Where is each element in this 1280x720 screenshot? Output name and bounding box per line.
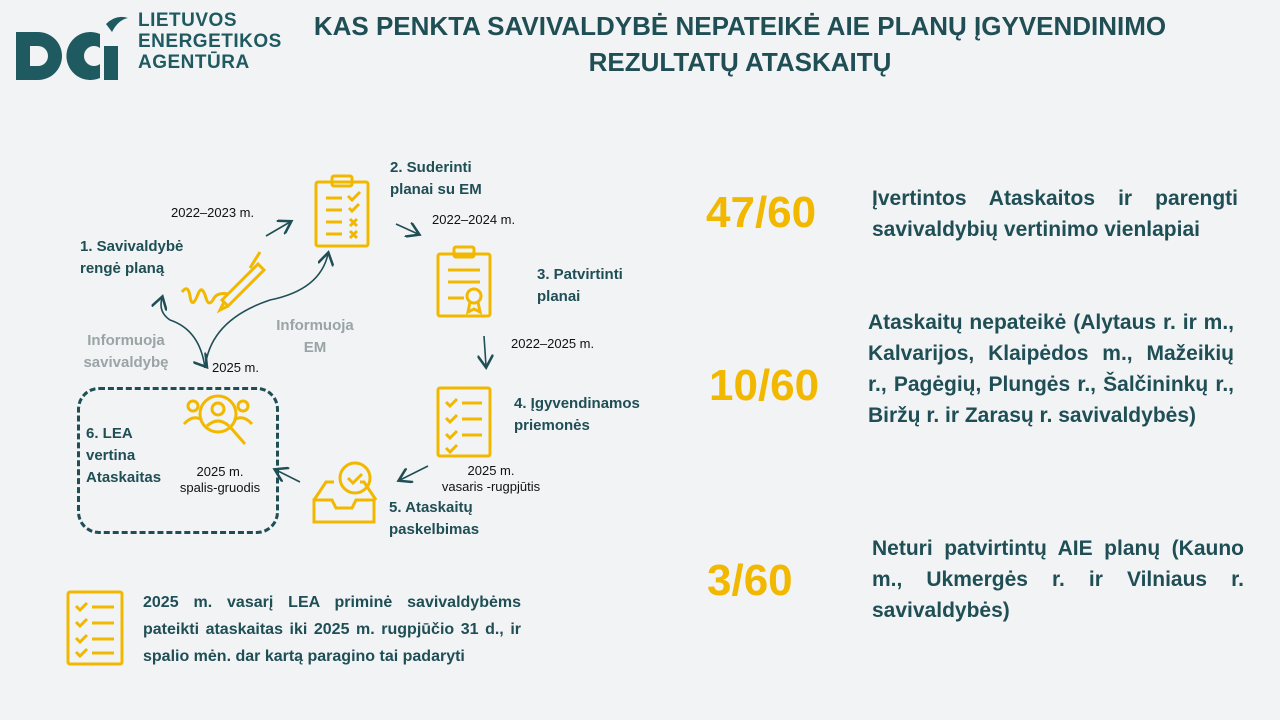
step4-date-line1: 2025 m. [467, 463, 515, 478]
logo-line-1: LIETUVOS [138, 10, 238, 31]
step4-date [436, 463, 546, 495]
stat-not-submitted-value: 10/60 [709, 361, 820, 410]
arrow-5-to-6 [276, 470, 300, 482]
step2-line1: 2. Suderinti [390, 159, 472, 176]
step5-line1: 5. Ataskaitų [389, 499, 473, 516]
inform-em-label [268, 315, 362, 359]
step4-line2: priemonės [514, 417, 590, 434]
arrow-3-to-4 [484, 336, 486, 366]
step6-line1: 6. LEA [86, 425, 133, 442]
stat-assessed-text: Įvertintos Ataskaitos ir parengti savivaldybių vertinimo vienlapiai [872, 187, 1238, 241]
step6-line3: Ataskaitas [86, 469, 162, 486]
step2-line2: planai su EM [390, 181, 482, 198]
step4-label [514, 393, 640, 437]
step1-line2: rengė planą [80, 260, 165, 277]
inform-municipality-line2: savivaldybę [83, 354, 169, 371]
arrow-1-to-2 [266, 222, 290, 236]
stat-no-plans-value: 3/60 [707, 556, 793, 605]
inform-municipality-line1: Informuoja [87, 332, 165, 349]
stat-no-plans-text: Neturi patvirtintų AIE planų (Kauno m., Ukmergės r. ir Vilniaus r. savivaldybės) [872, 537, 1244, 622]
step4-date-line2: vasaris -rugpjūtis [441, 479, 541, 494]
step3-line2: planai [537, 288, 581, 305]
step6-date-line2: spalis-gruodis [179, 480, 261, 495]
step3-label [537, 264, 623, 308]
step4-line1: 4. Įgyvendinamos [514, 395, 640, 412]
reminder-note: 2025 m. vasarį LEA priminė savivaldybėms pateikti ataskaitas iki 2025 m. rugpjūčio 31 d., ir spalio mėn. dar kartą paragino tai padaryti [143, 594, 521, 665]
logo-line-3: AGENTŪRA [138, 52, 250, 73]
step1-line1: 1. Savivaldybė [80, 238, 184, 255]
step6-date-line1: 2025 m. [196, 464, 244, 479]
step2-date: 2022–2024 m. [432, 212, 516, 227]
signing-pen-icon [182, 252, 264, 310]
logo-text [138, 10, 282, 73]
step1-label [80, 236, 183, 280]
inform-em-line1: Informuoja [276, 317, 354, 334]
inform-date: 2025 m. [212, 360, 259, 375]
step3-line1: 3. Patvirtinti [537, 266, 623, 283]
step3-date: 2022–2025 m. [511, 336, 595, 351]
arrow-2-to-3 [396, 224, 418, 234]
inbox-check-icon [314, 463, 376, 522]
title-line-1: KAS PENKTA SAVIVALDYBĖ NEPATEIKĖ AIE PLANŲ ĮGYVENDINIMO [313, 11, 1167, 41]
step5-line2: paskelbimas [389, 521, 480, 538]
arrow-4-to-5 [400, 466, 428, 480]
page-title [290, 8, 1190, 80]
step1-date: 2022–2023 m. [171, 205, 255, 220]
inform-em-line2: EM [303, 339, 327, 356]
step6-date [172, 464, 268, 496]
inform-municipality-label [78, 330, 174, 374]
certificate-clipboard-icon [438, 247, 490, 316]
step6-line2: vertina [86, 447, 136, 464]
step5-label [389, 497, 479, 541]
clipboard-checklist-icon [316, 176, 368, 246]
title-line-2: REZULTATŲ ATASKAITŲ [588, 47, 892, 77]
stat-not-submitted-text: Ataskaitų nepateikė (Alytaus r. ir m., Kalvarijos, Klaipėdos m., Mažeikių r., Pagėgių, Plungės r., Šalčininkų r., Biržų r. ir Zarasų r. savivaldybės) [868, 311, 1234, 427]
checklist-icon [438, 388, 490, 456]
step2-label [390, 157, 482, 201]
step6-label [86, 423, 161, 489]
logo-line-2: ENERGETIKOS [138, 31, 282, 52]
stat-assessed-value: 47/60 [706, 188, 817, 237]
